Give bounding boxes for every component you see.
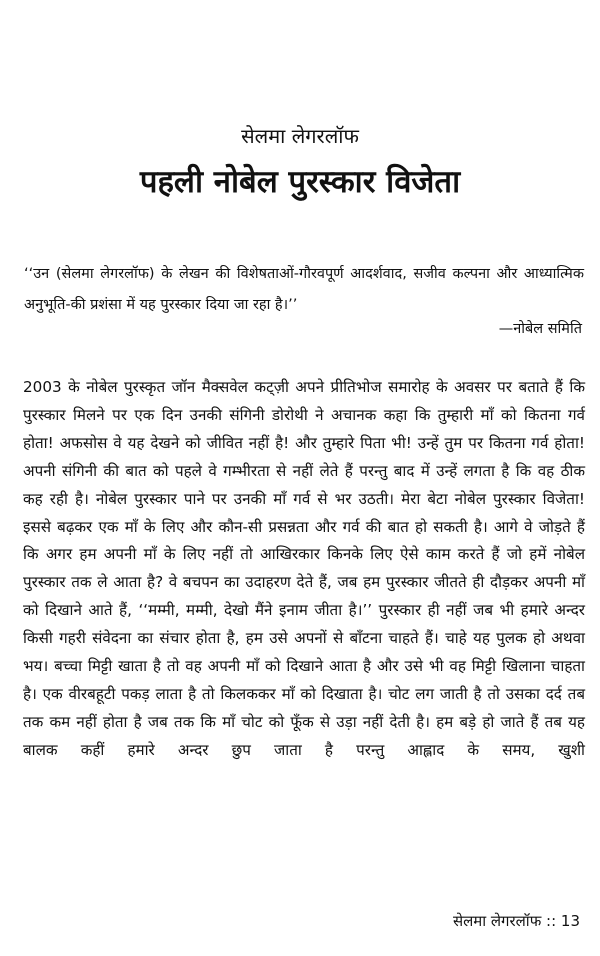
body-paragraph: 2003 के नोबेल पुरस्कृत जॉन मैक्सवेल कट्ज़ी अपने प्रीतिभोज समारोह के अवसर पर बताते हैं कि पुरस्कार मिलने पर एक दिन उनकी संगिनी डोरोथी ने अचानक कहा कि तुम्हारी माँ को कितना गर्व होता! अफसोस वे यह देखने को जीवित नहीं है! और तुम्हारे पिता भी! उन्हें तुम पर कितना गर्व होता! अपनी संगिनी की बात को पहले वे गम्भीरता से नहीं लेते हैं परन्तु बाद में उन्हें लगता है कि वह ठीक कह रही है। नोबेल पुरस्कार पाने पर उनकी माँ गर्व से भर उठती। मेरा बेटा नोबेल पुरस्कार विजेता! इससे बढ़कर एक माँ के लिए और कौन-सी प्रसन्नता और गर्व की बात हो सकती है। आगे वे जोड़ते हैं कि अगर हम अपनी माँ के लिए नहीं तो आखिरकार किनके लिए ऐसे काम करते हैं जो हमें नोबेल पुरस्कार तक ले आता है? वे बचपन का उदाहरण देते हैं, जब हम पुरस्कार जीतते ही दौड़कर अपनी माँ को दिखाने आते हैं, ‘‘मम्मी, मम्मी, देखो मैंने इनाम जीता है।’’ पुरस्कार ही नहीं जब भी हमारे अन्दर किसी गहरी संवेदना का संचार होता है, हम उसे अपनों से बाँटना चाहते हैं। चाहे यह पुलक हो अथवा भय। बच्चा मिट्टी खाता है तो वह अपनी माँ को दिखाने आता है और उसे भी वह मिट्टी खिलाना चाहता है। एक वीरबहूटी पकड़ लाता है तो किलककर माँ को दिखाता है। चोट लग जाती है तो उसका दर्द तब तक कम नहीं होता है जब तक कि माँ चोट को फूँक से उड़ा नहीं देती है। हम बड़े हो जाते हैं तब यह बालक कहीं हमारे अन्दर छुप जाता है परन्तु आह्लाद के समय, खुशी bbox=[23, 378, 585, 759]
page-footer: सेलमा लेगरलॉफ :: 13 bbox=[452, 912, 580, 930]
chapter-subtitle: सेलमा लेगरलॉफ bbox=[241, 124, 359, 148]
epigraph-attribution: —नोबेल समिति bbox=[498, 321, 582, 337]
epigraph-quote: ‘‘उन (सेलमा लेगरलॉफ) के लेखन की विशेषताओं-गौरवपूर्ण आदर्शवाद, सजीव कल्पना और आध्यात्मिक अनुभूति-की प्रशंसा में यह पुरस्कार दिया जा रहा है।’’ bbox=[24, 266, 584, 313]
chapter-title: पहली नोबेल पुरस्कार विजेता bbox=[139, 164, 461, 200]
